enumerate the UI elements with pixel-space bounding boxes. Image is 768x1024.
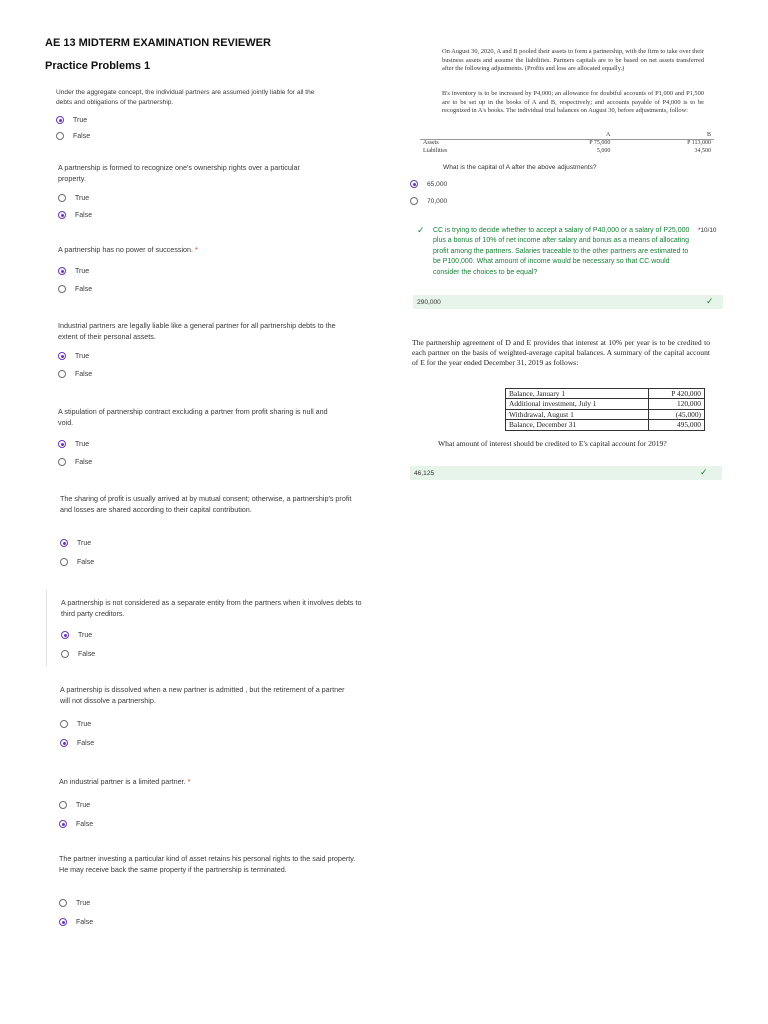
option-true[interactable]: True [61, 629, 92, 641]
radio-icon[interactable] [410, 197, 418, 205]
option-65000[interactable]: 65,000 [410, 178, 447, 190]
radio-selected-icon[interactable] [60, 739, 68, 747]
problem1-adjustments: B's inventory is to be increased by P4,000; an allowance for doubtful accounts of P1,000 and P1,500 are to be set up in the books of A and B, respectively; and accounts payable of P4,000 is to be recognized in A's books. The individual trial balances on August 30, before adjustments, follow: [442, 90, 704, 115]
question-text: A partnership is not considered as a separate entity from the partners when it involves debts to third party creditors. [61, 598, 362, 618]
radio-selected-icon[interactable] [60, 539, 68, 547]
radio-icon[interactable] [58, 370, 66, 378]
problem3-paragraph: The partnership agreement of D and E provides that interest at 10% per year is to be credited to each partner on the basis of weighted-average capital balances. A summary of the capital account of E for the year ended December 31, 2019 as follows: [412, 338, 710, 367]
option-false[interactable]: False [61, 648, 95, 660]
question-text: Industrial partners are legally liable like a general partner for all partnership debts to the extent of their personal assets. [58, 321, 336, 341]
question-text: An industrial partner is a limited partner. * [59, 777, 191, 786]
option-70000[interactable]: 70,000 [410, 195, 447, 207]
option-false[interactable]: False [58, 456, 92, 468]
radio-selected-icon[interactable] [59, 820, 67, 828]
radio-selected-icon[interactable] [58, 440, 66, 448]
option-true[interactable]: True [58, 192, 89, 204]
question-text: A partnership is dissolved when a new partner is admitted , but the retirement of a partner will not dissolve a partnership. [60, 685, 345, 705]
option-false[interactable]: False [58, 283, 92, 295]
radio-selected-icon[interactable] [410, 180, 418, 188]
radio-icon[interactable] [58, 458, 66, 466]
radio-icon[interactable] [61, 650, 69, 658]
question-text: The partner investing a particular kind of asset retains his personal rights to the said property. He may receive back the same property if the partnership is terminated. [59, 854, 356, 874]
option-false[interactable]: False [58, 368, 92, 380]
problem3-question: What amount of interest should be credited to E's capital account for 2019? [438, 439, 667, 448]
option-true[interactable]: True [58, 350, 89, 362]
radio-selected-icon[interactable] [61, 631, 69, 639]
option-false[interactable]: False [60, 556, 94, 568]
radio-selected-icon[interactable] [58, 267, 66, 275]
question-text: A partnership is formed to recognize one's ownership rights over a particular property. [58, 163, 300, 183]
option-false[interactable]: False [59, 818, 93, 830]
table-row: Withdrawal, August 1 (45,000) [506, 409, 705, 419]
problem2-answer-field[interactable]: 290,000 [413, 295, 723, 309]
question-text: A partnership has no power of succession. * [58, 245, 198, 254]
option-true[interactable]: True [58, 438, 89, 450]
option-true[interactable]: True [58, 265, 89, 277]
document-subtitle: Practice Problems 1 [45, 60, 151, 72]
question-text: The sharing of profit is usually arrived at by mutual consent; otherwise, a partnership's profit and losses are shared according to their capital contribution. [60, 494, 352, 514]
option-true[interactable]: True [56, 114, 87, 126]
radio-icon[interactable] [59, 801, 67, 809]
option-true[interactable]: True [60, 537, 91, 549]
problem1-paragraph: On August 30, 2020, A and B pooled their assets to form a partnership, with the firm to take over their business assets and assume the liabilities. Partners capitals are to be based on net assets transferred after the following adjustments. (Profits and loss are allocated equally.) [442, 48, 704, 73]
radio-icon[interactable] [58, 285, 66, 293]
radio-icon[interactable] [60, 720, 68, 728]
table-row: Liabilities 5,000 34,500 [423, 147, 711, 154]
radio-icon[interactable] [60, 558, 68, 566]
table-row: Assets P 75,000 P 113,000 [420, 140, 714, 148]
question-text: Under the aggregate concept, the individual partners are assumed jointly liable for all the debts and obligations of the partnership. [56, 89, 315, 106]
radio-selected-icon[interactable] [58, 352, 66, 360]
problem1-question: What is the capital of A after the above adjustments? [443, 164, 597, 171]
radio-selected-icon[interactable] [56, 116, 64, 124]
option-false[interactable]: False [56, 130, 90, 142]
correct-check-icon: ✓ [417, 225, 425, 235]
table-row: Balance, January 1 P 420,000 [506, 389, 705, 399]
table-row: Balance, December 31 495,000 [506, 420, 705, 430]
radio-icon[interactable] [58, 194, 66, 202]
option-false[interactable]: False [59, 916, 93, 928]
question-focus-bar [46, 590, 47, 666]
table-header-row: A B [606, 132, 711, 138]
correct-check-icon: ✓ [700, 467, 708, 477]
problem3-answer-field[interactable]: 46,125 [410, 466, 722, 480]
radio-selected-icon[interactable] [58, 211, 66, 219]
points-badge: *10/10 [698, 227, 717, 234]
correct-check-icon: ✓ [706, 296, 714, 306]
option-true[interactable]: True [59, 897, 90, 909]
option-true[interactable]: True [59, 799, 90, 811]
option-false[interactable]: False [58, 209, 92, 221]
radio-icon[interactable] [59, 899, 67, 907]
capital-account-table [505, 388, 705, 431]
option-false[interactable]: False [60, 737, 94, 749]
radio-selected-icon[interactable] [59, 918, 67, 926]
trial-balance-table [420, 132, 714, 155]
radio-icon[interactable] [56, 132, 64, 140]
option-true[interactable]: True [60, 718, 91, 730]
document-title: AE 13 MIDTERM EXAMINATION REVIEWER [45, 37, 271, 49]
table-row: Additional investment, July 1 120,000 [506, 399, 705, 409]
problem2-question: CC is trying to decide whether to accept a salary of P40,000 or a salary of P25,000 plus a bonus of 10% of net income after salary and bonus as a means of allocating profit among the partners. Salaries traceable to the other partners are estimated to be P100,000. What amount of income would be necessary so that CC would consider the choices to be equal? [433, 227, 690, 276]
question-text: A stipulation of partnership contract excluding a partner from profit sharing is null and void. [58, 407, 328, 427]
